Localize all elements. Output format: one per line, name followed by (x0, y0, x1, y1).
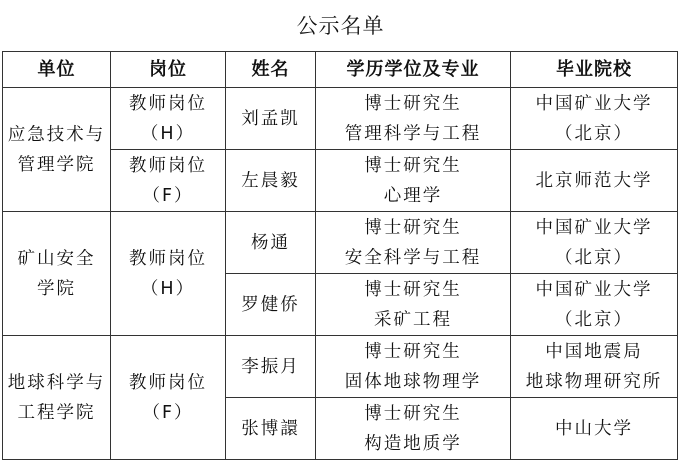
position-text: （H） (140, 278, 196, 299)
header-school: 毕业院校 (511, 52, 678, 88)
position-text: 教师岗位 (129, 155, 207, 176)
position-text: 教师岗位 (129, 93, 207, 114)
header-position: 岗位 (111, 52, 226, 88)
school-cell (511, 398, 678, 460)
position-cell (111, 336, 226, 460)
degree-cell (316, 212, 511, 274)
school-text: 地球物理研究所 (525, 371, 663, 392)
school-text: 中山大学 (555, 418, 633, 439)
header-degree: 学历学位及专业 (316, 52, 511, 88)
degree-cell (316, 150, 511, 212)
table-row (3, 336, 678, 398)
degree-cell (316, 88, 511, 150)
position-text: 教师岗位 (129, 248, 207, 269)
name-cell: 罗健侨 (226, 274, 316, 336)
header-name: 姓名 (226, 52, 316, 88)
degree-text: 心理学 (383, 185, 443, 206)
table-row (3, 88, 678, 150)
degree-text: 采矿工程 (374, 309, 452, 330)
degree-text: 博士研究生 (364, 155, 462, 176)
position-text: （H） (140, 123, 196, 144)
header-unit: 单位 (3, 52, 111, 88)
degree-text: 安全科学与工程 (344, 247, 482, 268)
table-row (3, 212, 678, 274)
school-text: （北京） (555, 123, 633, 144)
degree-text: 博士研究生 (364, 279, 462, 300)
school-cell (511, 212, 678, 274)
position-cell (111, 88, 226, 150)
degree-text: 博士研究生 (364, 403, 462, 424)
school-text: 中国矿业大学 (535, 279, 653, 300)
unit-text: 工程学院 (17, 402, 96, 423)
school-text: 北京师范大学 (535, 170, 653, 191)
degree-text: 博士研究生 (364, 341, 462, 362)
degree-text: 博士研究生 (364, 217, 462, 238)
degree-cell (316, 274, 511, 336)
unit-text: 应急技术与 (7, 124, 106, 145)
position-text: （F） (142, 402, 194, 423)
name-cell: 张博譞 (226, 398, 316, 460)
school-text: （北京） (555, 247, 633, 268)
school-cell (511, 274, 678, 336)
position-cell (111, 150, 226, 212)
school-cell (511, 88, 678, 150)
position-cell (111, 212, 226, 336)
document-title: 公示名单 (296, 14, 385, 38)
degree-text: 管理科学与工程 (344, 123, 482, 144)
name-cell: 刘孟凯 (226, 88, 316, 150)
school-cell (511, 336, 678, 398)
unit-text: 地球科学与 (7, 372, 106, 393)
roster-table (2, 51, 678, 460)
school-text: 中国矿业大学 (535, 217, 653, 238)
name-cell: 杨通 (226, 212, 316, 274)
degree-text: 博士研究生 (364, 93, 462, 114)
school-text: 中国地震局 (545, 341, 643, 362)
name-cell: 左晨毅 (226, 150, 316, 212)
name-cell: 李振月 (226, 336, 316, 398)
degree-cell (316, 336, 511, 398)
degree-text: 构造地质学 (364, 433, 462, 454)
unit-cell (3, 212, 111, 336)
position-text: 教师岗位 (129, 372, 207, 393)
unit-text: 矿山安全 (17, 248, 96, 269)
header-row (3, 52, 678, 88)
unit-text: 学院 (37, 278, 76, 299)
position-text: （F） (142, 185, 194, 206)
school-text: 中国矿业大学 (535, 93, 653, 114)
unit-cell (3, 336, 111, 460)
school-cell (511, 150, 678, 212)
school-text: （北京） (555, 309, 633, 330)
unit-cell (3, 88, 111, 212)
degree-cell (316, 398, 511, 460)
degree-text: 固体地球物理学 (344, 371, 482, 392)
unit-text: 管理学院 (17, 154, 96, 175)
